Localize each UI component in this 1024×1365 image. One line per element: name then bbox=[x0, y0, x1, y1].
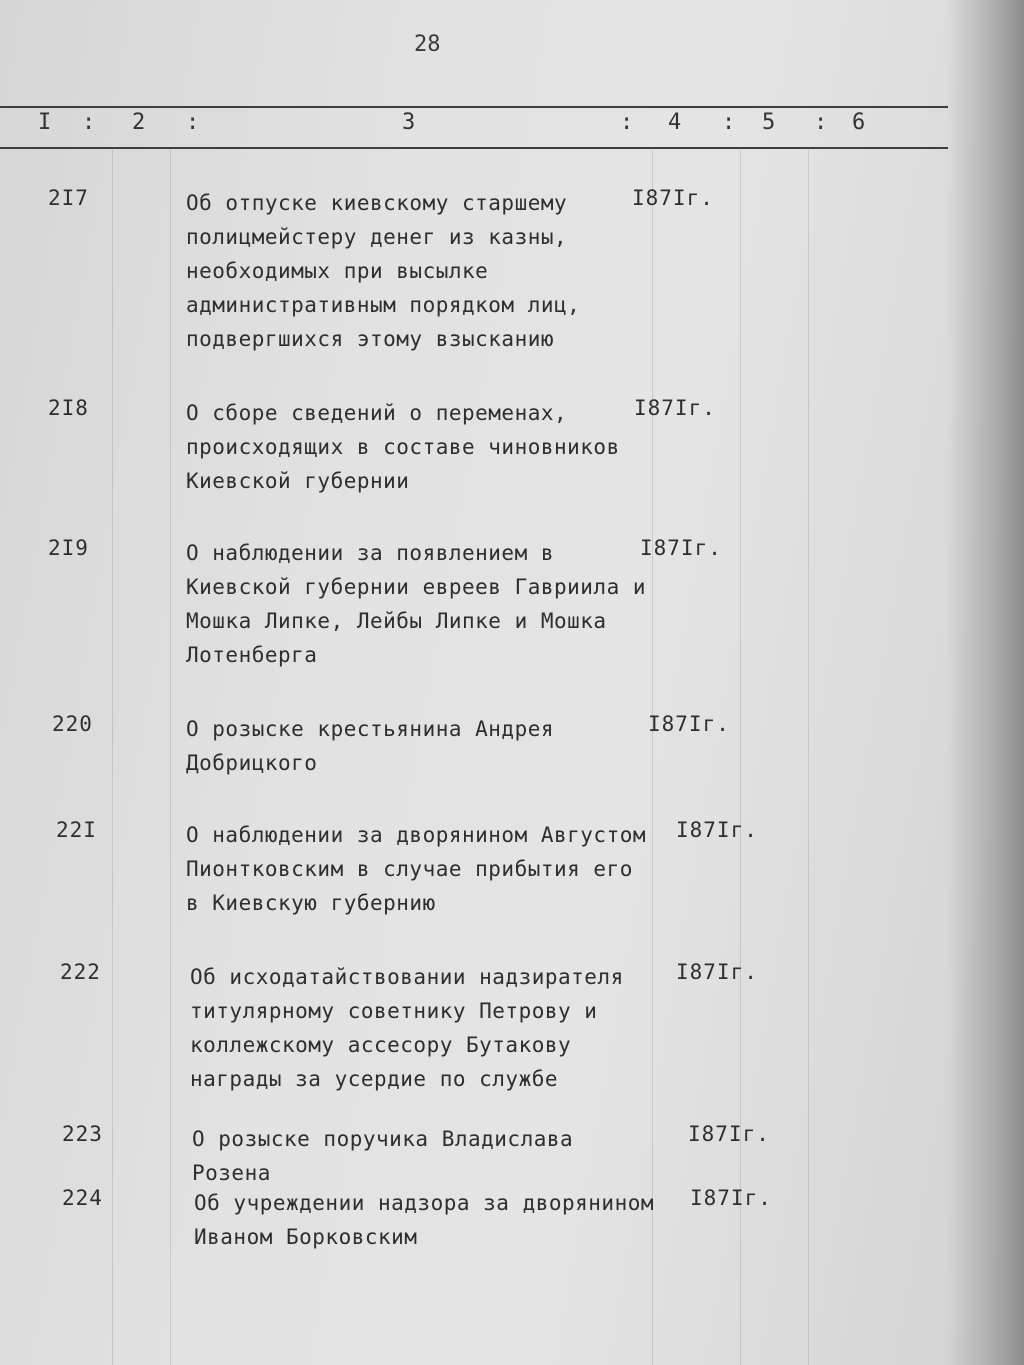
entry-title: Об отпуске киевскому старшему полицмейстеру денег из казны, необходимых при высылке административным порядком лиц, подвергшихся этому взысканию bbox=[186, 191, 581, 351]
entry-title: Об учреждении надзора за дворянином Иваном Борковским bbox=[194, 1191, 655, 1249]
entry-year: I87Iг. bbox=[632, 186, 714, 210]
page-number: 28 bbox=[414, 32, 441, 57]
header-col-6: 6 bbox=[852, 110, 866, 135]
entry-number: 224 bbox=[62, 1186, 103, 1210]
entry-title: О наблюдении за появлением в Киевской губернии евреев Гавриила и Мошка Липке, Лейбы Липке и Мошка Лотенберга bbox=[186, 541, 647, 667]
entry-number: 2I9 bbox=[48, 536, 89, 560]
header-col-2: 2 bbox=[132, 110, 146, 135]
entry-title: О сборе сведений о переменах, происходящих в составе чиновников Киевской губернии bbox=[186, 401, 620, 493]
header-col-3: 3 bbox=[402, 110, 416, 135]
entry-title: О розыске крестьянина Андрея Добрицкого bbox=[186, 717, 555, 775]
entry-year: I87Iг. bbox=[634, 396, 716, 420]
entry-title: О наблюдении за дворянином Августом Пионтковским в случае прибытия его в Киевскую губернию bbox=[186, 823, 647, 915]
entry-number: 2I7 bbox=[48, 186, 89, 210]
column-divider bbox=[112, 150, 113, 1365]
entry-year: I87Iг. bbox=[676, 960, 758, 984]
header-bottom-rule bbox=[0, 147, 948, 149]
header-col-5: 5 bbox=[762, 110, 776, 135]
column-divider bbox=[740, 150, 741, 1365]
header-separator: : bbox=[186, 110, 200, 135]
page-edge-shadow bbox=[946, 0, 1024, 1365]
table-header bbox=[0, 110, 948, 146]
header-col-1: I bbox=[38, 110, 52, 135]
header-separator: : bbox=[814, 110, 828, 135]
entry-year: I87Iг. bbox=[648, 712, 730, 736]
header-separator: : bbox=[620, 110, 634, 135]
entry-year: I87Iг. bbox=[688, 1122, 770, 1146]
header-top-rule bbox=[0, 106, 948, 108]
entry-number: 22I bbox=[56, 818, 97, 842]
entry-year: I87Iг. bbox=[690, 1186, 772, 1210]
entry-title: Об исходатайствовании надзирателя титулярному советнику Петрову и коллежскому ассесору Бутакову награды за усердие по службе bbox=[190, 965, 624, 1091]
column-divider bbox=[808, 150, 809, 1365]
header-col-4: 4 bbox=[668, 110, 682, 135]
entry-title: О розыске поручика Владислава Розена bbox=[192, 1127, 574, 1185]
entry-year: I87Iг. bbox=[640, 536, 722, 560]
header-separator: : bbox=[722, 110, 736, 135]
header-separator: : bbox=[82, 110, 96, 135]
entry-number: 222 bbox=[60, 960, 101, 984]
entry-number: 2I8 bbox=[48, 396, 89, 420]
column-divider bbox=[170, 150, 171, 1365]
entry-year: I87Iг. bbox=[676, 818, 758, 842]
entry-number: 223 bbox=[62, 1122, 103, 1146]
entry-number: 220 bbox=[52, 712, 93, 736]
